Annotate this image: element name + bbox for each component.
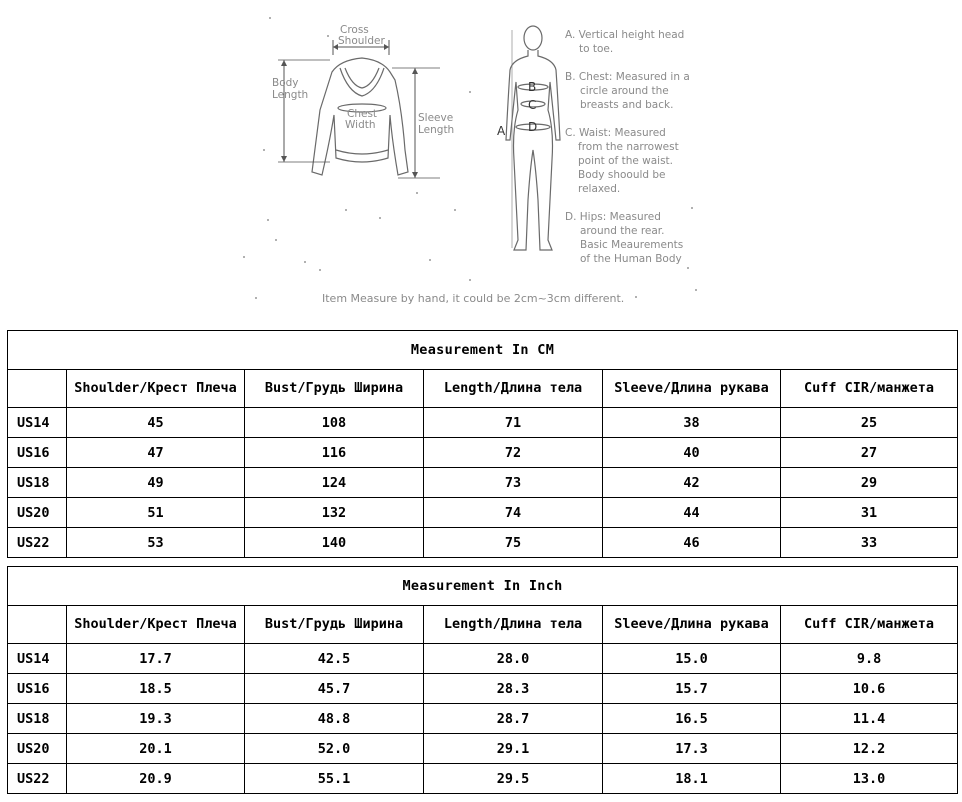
table-row	[8, 438, 958, 468]
value-cell: 20.9	[67, 764, 245, 794]
value-cell: 28.3	[424, 674, 603, 704]
header-cell	[8, 370, 67, 408]
table-title: Measurement In CM	[8, 331, 958, 370]
value-cell: 40	[603, 438, 781, 468]
value-cell: 52.0	[245, 734, 424, 764]
note-b-line: B. Chest: Measured in a	[565, 71, 690, 83]
size-cell: US16	[8, 674, 67, 704]
value-cell: 124	[245, 468, 424, 498]
header-cell: Length/Длина тела	[424, 370, 603, 408]
value-cell: 75	[424, 528, 603, 558]
value-cell: 49	[67, 468, 245, 498]
value-cell: 53	[67, 528, 245, 558]
table-row	[8, 468, 958, 498]
table-row	[8, 528, 958, 558]
label-b: B	[528, 80, 537, 94]
note-a	[565, 29, 684, 55]
value-cell: 31	[781, 498, 958, 528]
value-cell: 74	[424, 498, 603, 528]
value-cell: 10.6	[781, 674, 958, 704]
note-a-line: A. Vertical height head	[565, 29, 685, 41]
sleeve-length-label-line2: Length	[418, 124, 455, 136]
size-cell: US22	[8, 764, 67, 794]
measurement-table-cm	[7, 330, 958, 558]
label-c: C	[528, 98, 537, 112]
cross-shoulder-label-line1: Cross	[340, 24, 369, 36]
value-cell: 17.7	[67, 644, 245, 674]
value-cell: 33	[781, 528, 958, 558]
value-cell: 11.4	[781, 704, 958, 734]
header-cell: Length/Длина тела	[424, 606, 603, 644]
body-length-label-line1: Body	[272, 77, 299, 89]
value-cell: 25	[781, 408, 958, 438]
header-cell: Shoulder/Крест Плеча	[67, 370, 245, 408]
value-cell: 42	[603, 468, 781, 498]
value-cell: 46	[603, 528, 781, 558]
table-title: Measurement In Inch	[8, 567, 958, 606]
note-d-line: D. Hips: Measured	[565, 211, 661, 223]
value-cell: 15.7	[603, 674, 781, 704]
size-cell: US20	[8, 498, 67, 528]
value-cell: 15.0	[603, 644, 781, 674]
measurement-diagram	[0, 0, 962, 322]
value-cell: 27	[781, 438, 958, 468]
header-cell: Cuff CIR/манжета	[781, 370, 958, 408]
table-row	[8, 498, 958, 528]
chest-width-label-line1: Chest	[347, 108, 378, 120]
value-cell: 19.3	[67, 704, 245, 734]
value-cell: 12.2	[781, 734, 958, 764]
value-cell: 132	[245, 498, 424, 528]
sleeve-length-label-line1: Sleeve	[418, 112, 454, 124]
note-d-line: Basic Meaurements	[580, 239, 684, 251]
value-cell: 18.1	[603, 764, 781, 794]
value-cell: 55.1	[245, 764, 424, 794]
value-cell: 47	[67, 438, 245, 468]
note-b-line: breasts and back.	[580, 99, 674, 111]
value-cell: 29.1	[424, 734, 603, 764]
note-b	[565, 71, 690, 111]
table-row	[8, 764, 958, 794]
value-cell: 17.3	[603, 734, 781, 764]
note-d-line: around the rear.	[580, 225, 665, 237]
note-c-line: Body shoould be	[578, 169, 666, 181]
note-b-line: circle around the	[580, 85, 669, 97]
value-cell: 44	[603, 498, 781, 528]
size-cell: US18	[8, 704, 67, 734]
label-a: A	[497, 124, 506, 138]
value-cell: 45.7	[245, 674, 424, 704]
value-cell: 20.1	[67, 734, 245, 764]
value-cell: 18.5	[67, 674, 245, 704]
value-cell: 51	[67, 498, 245, 528]
note-c	[565, 127, 679, 195]
chest-width-label-line2: Width	[345, 119, 376, 131]
value-cell: 73	[424, 468, 603, 498]
label-d: D	[528, 120, 538, 134]
body-length-label-line2: Length	[272, 89, 309, 101]
value-cell: 116	[245, 438, 424, 468]
value-cell: 9.8	[781, 644, 958, 674]
table-row	[8, 734, 958, 764]
measurement-table-inch	[7, 566, 958, 794]
size-cell: US14	[8, 644, 67, 674]
size-cell: US14	[8, 408, 67, 438]
note-c-line: relaxed.	[578, 183, 621, 195]
human-body-figure	[506, 26, 560, 250]
header-cell: Sleeve/Длина рукава	[603, 606, 781, 644]
size-cell: US18	[8, 468, 67, 498]
header-cell: Bust/Грудь Ширина	[245, 606, 424, 644]
table-row	[8, 674, 958, 704]
note-c-line: from the narrowest	[578, 141, 679, 153]
note-d	[565, 211, 683, 265]
header-cell: Cuff CIR/манжета	[781, 606, 958, 644]
value-cell: 48.8	[245, 704, 424, 734]
header-cell: Sleeve/Длина рукава	[603, 370, 781, 408]
value-cell: 140	[245, 528, 424, 558]
body-length-arrow	[278, 60, 330, 162]
value-cell: 29	[781, 468, 958, 498]
value-cell: 13.0	[781, 764, 958, 794]
value-cell: 28.0	[424, 644, 603, 674]
note-a-line: to toe.	[579, 43, 614, 55]
table-row	[8, 644, 958, 674]
table-header-row	[8, 370, 958, 408]
value-cell: 42.5	[245, 644, 424, 674]
value-cell: 16.5	[603, 704, 781, 734]
value-cell: 71	[424, 408, 603, 438]
value-cell: 72	[424, 438, 603, 468]
table-row	[8, 704, 958, 734]
size-cell: US20	[8, 734, 67, 764]
value-cell: 108	[245, 408, 424, 438]
measure-disclaimer: Item Measure by hand, it could be 2cm~3cm different.	[322, 292, 625, 305]
cross-shoulder-label-line2: Shoulder	[338, 35, 385, 47]
value-cell: 45	[67, 408, 245, 438]
table-header-row	[8, 606, 958, 644]
header-cell: Shoulder/Крест Плеча	[67, 606, 245, 644]
value-cell: 28.7	[424, 704, 603, 734]
header-cell: Bust/Грудь Ширина	[245, 370, 424, 408]
note-c-line: point of the waist.	[578, 155, 674, 167]
header-cell	[8, 606, 67, 644]
value-cell: 38	[603, 408, 781, 438]
size-cell: US22	[8, 528, 67, 558]
table-row	[8, 408, 958, 438]
note-c-line: C. Waist: Measured	[565, 127, 666, 139]
size-cell: US16	[8, 438, 67, 468]
value-cell: 29.5	[424, 764, 603, 794]
note-d-line: of the Human Body	[580, 253, 682, 265]
